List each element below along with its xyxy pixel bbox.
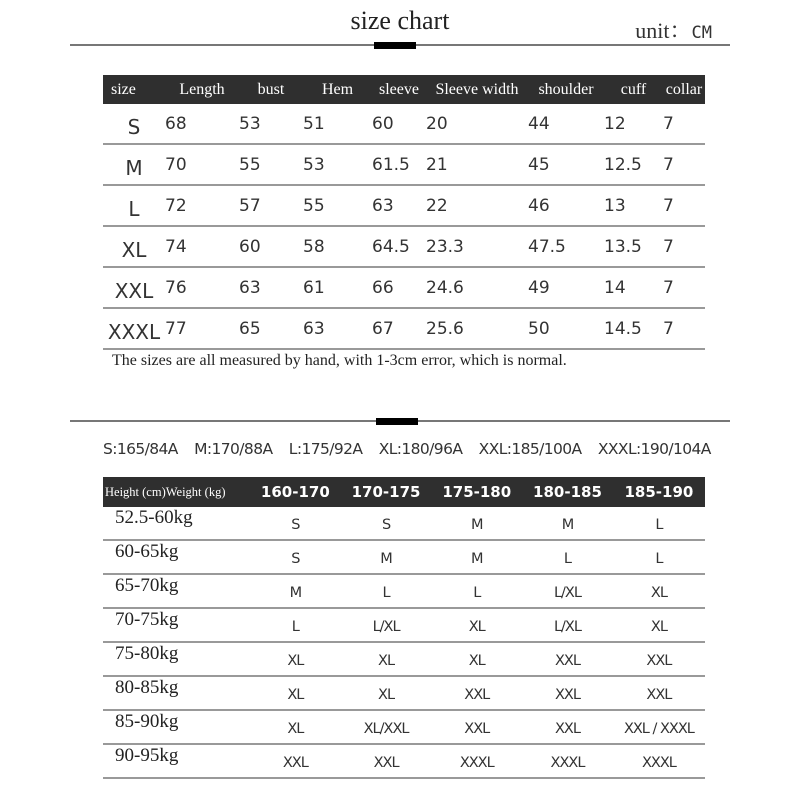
col-header: size — [103, 75, 165, 104]
measurement-cell: 65 — [239, 308, 303, 349]
measurements-table — [103, 75, 705, 350]
height-header: 160-170 — [250, 477, 341, 507]
measurement-cell: 23.3 — [426, 226, 528, 267]
divider-mark — [374, 42, 416, 49]
measurement-cell: 7 — [663, 185, 705, 226]
recommended-size-cell: XXXL — [613, 744, 705, 778]
measurement-cell: 14 — [604, 267, 663, 308]
table-row — [103, 267, 705, 308]
recommended-size-cell: XL — [250, 710, 341, 744]
measurements-header-row — [103, 75, 705, 104]
recommended-size-cell: XL — [250, 676, 341, 710]
size-label: XXL — [103, 267, 165, 308]
height-header: 175-180 — [431, 477, 522, 507]
table-row — [103, 540, 705, 574]
recommendation-header-row — [103, 477, 705, 507]
col-header: Length — [165, 75, 239, 104]
measurement-cell: 50 — [528, 308, 604, 349]
recommendation-table — [103, 477, 705, 779]
recommended-size-cell: S — [341, 507, 432, 540]
size-label: L — [103, 185, 165, 226]
recommended-size-cell: L — [522, 540, 613, 574]
recommended-size-cell: XXL — [522, 642, 613, 676]
measurement-cell: 55 — [303, 185, 372, 226]
weight-label: 60-65kg — [103, 540, 250, 574]
measurement-cell: 60 — [239, 226, 303, 267]
recommended-size-cell: XL — [613, 608, 705, 642]
table-row — [103, 308, 705, 349]
table-row — [103, 185, 705, 226]
measurement-cell: 55 — [239, 144, 303, 185]
col-header: sleeve — [372, 75, 426, 104]
recommended-size-cell: XL — [613, 574, 705, 608]
measurement-cell: 64.5 — [372, 226, 426, 267]
measurement-cell: 47.5 — [528, 226, 604, 267]
measurement-cell: 20 — [426, 104, 528, 144]
recommended-size-cell: XXL — [431, 710, 522, 744]
recommended-size-cell: XL — [431, 642, 522, 676]
unit-prefix: unit： — [635, 18, 692, 43]
table-row — [103, 642, 705, 676]
measurement-cell: 13 — [604, 185, 663, 226]
measurement-cell: 63 — [372, 185, 426, 226]
measurement-cell: 44 — [528, 104, 604, 144]
measurement-cell: 63 — [239, 267, 303, 308]
recommended-size-cell: XXL — [522, 710, 613, 744]
recommended-size-cell: XXXL — [522, 744, 613, 778]
page-title: size chart — [350, 6, 450, 35]
weight-label: 85-90kg — [103, 710, 250, 744]
col-header: Sleeve width — [426, 75, 528, 104]
corner-header: Height (cm)Weight (kg) — [103, 477, 250, 507]
measurement-cell: 22 — [426, 185, 528, 226]
recommended-size-cell: L — [250, 608, 341, 642]
measurement-cell: 67 — [372, 308, 426, 349]
recommended-size-cell: XXL — [341, 744, 432, 778]
weight-label: 90-95kg — [103, 744, 250, 778]
size-codes — [103, 440, 723, 458]
measurement-cell: 77 — [165, 308, 239, 349]
size-code: L:175/92A — [288, 440, 363, 458]
measurement-cell: 72 — [165, 185, 239, 226]
size-code: S:165/84A — [103, 440, 178, 458]
unit-value: CM — [691, 23, 712, 43]
height-header: 170-175 — [341, 477, 432, 507]
recommended-size-cell: M — [431, 507, 522, 540]
measurement-cell: 45 — [528, 144, 604, 185]
measurement-cell: 12.5 — [604, 144, 663, 185]
recommended-size-cell: S — [250, 540, 341, 574]
table-row — [103, 144, 705, 185]
measurement-cell: 53 — [239, 104, 303, 144]
recommended-size-cell: XXL — [613, 642, 705, 676]
recommended-size-cell: M — [522, 507, 613, 540]
measurement-cell: 70 — [165, 144, 239, 185]
recommended-size-cell: XXL / XXXL — [613, 710, 705, 744]
col-header: cuff — [604, 75, 663, 104]
recommended-size-cell: L — [613, 507, 705, 540]
table-row — [103, 574, 705, 608]
table-row — [103, 608, 705, 642]
table-row — [103, 710, 705, 744]
recommended-size-cell: XXL — [250, 744, 341, 778]
measurement-cell: 13.5 — [604, 226, 663, 267]
measurement-cell: 7 — [663, 104, 705, 144]
recommended-size-cell: XXL — [431, 676, 522, 710]
recommended-size-cell: XXL — [522, 676, 613, 710]
measurement-cell: 14.5 — [604, 308, 663, 349]
table-row — [103, 676, 705, 710]
weight-label: 75-80kg — [103, 642, 250, 676]
measurement-cell: 7 — [663, 226, 705, 267]
measurement-cell: 51 — [303, 104, 372, 144]
recommended-size-cell: XL — [250, 642, 341, 676]
recommended-size-cell: XL — [341, 676, 432, 710]
weight-label: 70-75kg — [103, 608, 250, 642]
divider-mark — [376, 418, 418, 425]
size-code: M:170/88A — [194, 440, 273, 458]
size-label: S — [103, 104, 165, 144]
table-row — [103, 744, 705, 778]
weight-label: 52.5-60kg — [103, 507, 250, 540]
unit-label — [635, 14, 712, 45]
col-header: bust — [239, 75, 303, 104]
recommended-size-cell: L/XL — [522, 574, 613, 608]
size-code: XXL:185/100A — [478, 440, 582, 458]
recommended-size-cell: XL/XXL — [341, 710, 432, 744]
measurement-cell: 21 — [426, 144, 528, 185]
size-label: XL — [103, 226, 165, 267]
recommended-size-cell: M — [250, 574, 341, 608]
measurement-cell: 68 — [165, 104, 239, 144]
recommended-size-cell: L/XL — [522, 608, 613, 642]
measurement-cell: 74 — [165, 226, 239, 267]
measurement-cell: 61 — [303, 267, 372, 308]
measurement-cell: 63 — [303, 308, 372, 349]
measurement-cell: 7 — [663, 144, 705, 185]
measurement-cell: 12 — [604, 104, 663, 144]
recommended-size-cell: L — [613, 540, 705, 574]
recommended-size-cell: M — [341, 540, 432, 574]
weight-label: 65-70kg — [103, 574, 250, 608]
recommended-size-cell: XL — [431, 608, 522, 642]
height-header: 180-185 — [522, 477, 613, 507]
recommended-size-cell: XXXL — [431, 744, 522, 778]
col-header: Hem — [303, 75, 372, 104]
size-label: M — [103, 144, 165, 185]
height-header: 185-190 — [613, 477, 705, 507]
table-row — [103, 507, 705, 540]
measurement-cell: 66 — [372, 267, 426, 308]
table-row — [103, 104, 705, 144]
recommended-size-cell: L/XL — [341, 608, 432, 642]
measurement-cell: 46 — [528, 185, 604, 226]
recommended-size-cell: L — [431, 574, 522, 608]
weight-label: 80-85kg — [103, 676, 250, 710]
recommended-size-cell: XL — [341, 642, 432, 676]
table-row — [103, 226, 705, 267]
size-label: XXXL — [103, 308, 165, 349]
measurement-cell: 7 — [663, 308, 705, 349]
measurement-cell: 60 — [372, 104, 426, 144]
size-code: XL:180/96A — [378, 440, 463, 458]
recommended-size-cell: XXL — [613, 676, 705, 710]
size-code: XXXL:190/104A — [597, 440, 711, 458]
measurement-cell: 61.5 — [372, 144, 426, 185]
measurement-cell: 53 — [303, 144, 372, 185]
recommended-size-cell: M — [431, 540, 522, 574]
measurement-note: The sizes are all measured by hand, with 1-3cm error, which is normal. — [112, 352, 567, 369]
col-header: collar — [663, 75, 705, 104]
measurement-cell: 24.6 — [426, 267, 528, 308]
measurement-cell: 58 — [303, 226, 372, 267]
recommended-size-cell: S — [250, 507, 341, 540]
col-header: shoulder — [528, 75, 604, 104]
measurement-cell: 7 — [663, 267, 705, 308]
recommended-size-cell: L — [341, 574, 432, 608]
measurement-cell: 76 — [165, 267, 239, 308]
measurement-cell: 57 — [239, 185, 303, 226]
measurement-cell: 49 — [528, 267, 604, 308]
measurement-cell: 25.6 — [426, 308, 528, 349]
